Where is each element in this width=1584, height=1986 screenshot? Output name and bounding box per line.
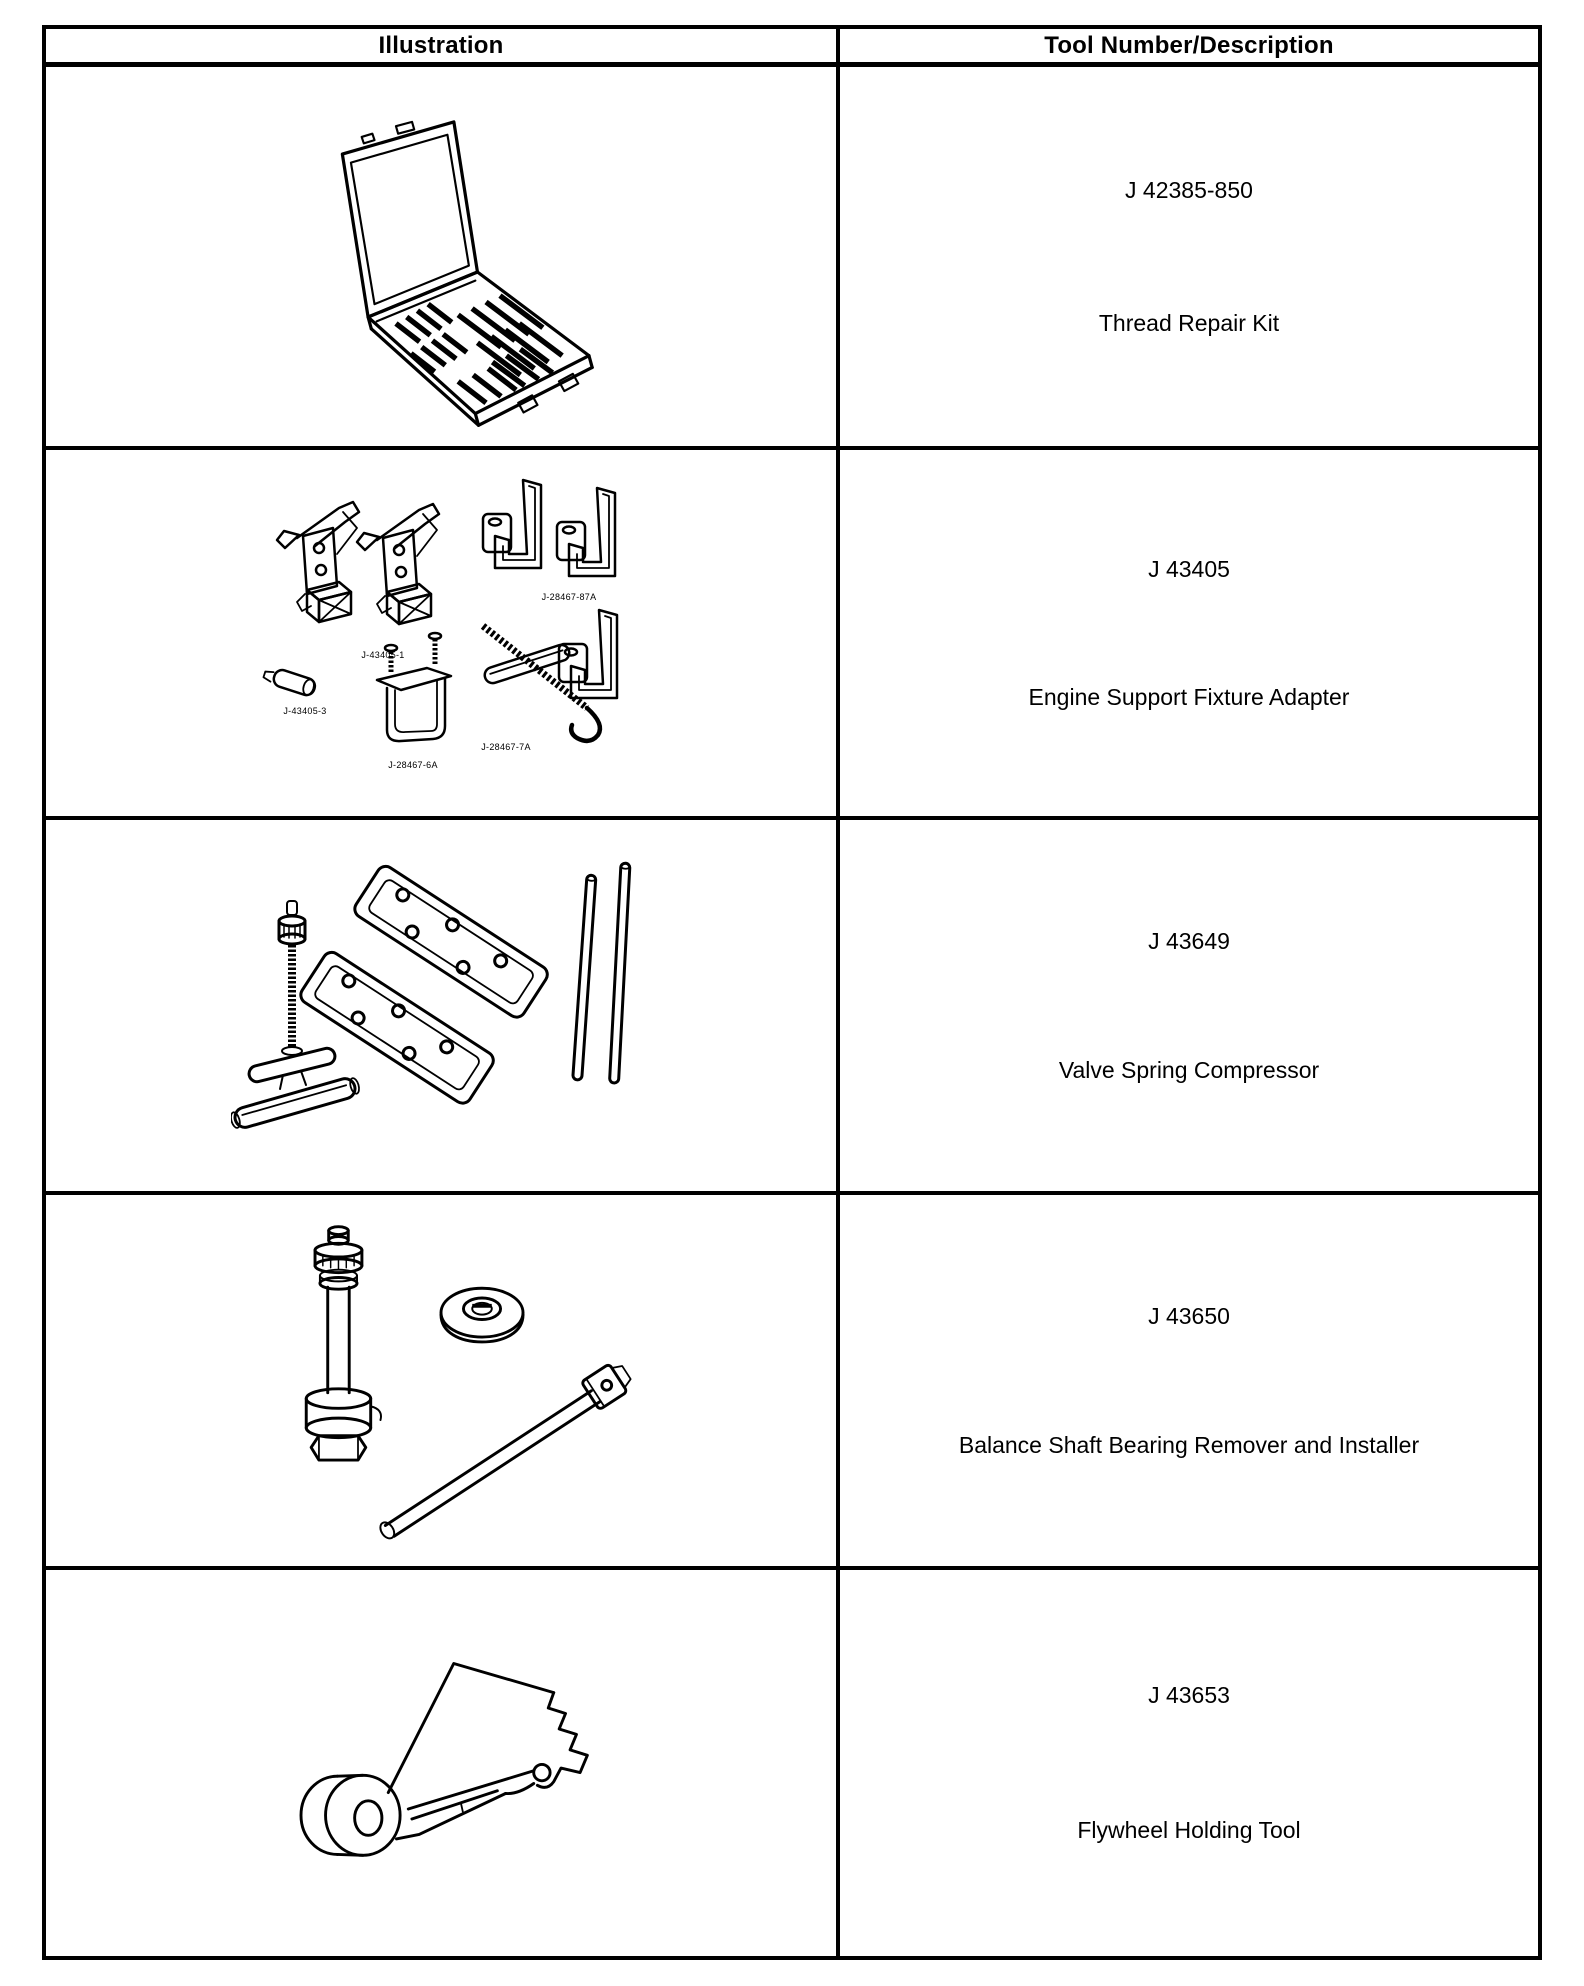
table-row-3-text-cell <box>840 820 1538 1195</box>
header-label: Tool Number/Description <box>1044 31 1334 59</box>
column-header-tool-number-description <box>840 29 1538 67</box>
tool-number: J 43653 <box>1148 1681 1230 1708</box>
tool-number: J 42385-850 <box>1125 176 1253 203</box>
tool-description: Valve Spring Compressor <box>1058 1057 1320 1084</box>
part-label: J-43405-1 <box>361 649 405 660</box>
flywheel-holding-tool-illustration <box>241 1627 641 1900</box>
valve-spring-compressor-illustration <box>231 851 651 1161</box>
table-row-2-illustration-cell <box>46 450 840 820</box>
part-label: J-28467-87A <box>541 591 597 602</box>
tool-description: Thread Repair Kit <box>1098 309 1280 336</box>
part-label: J-28467-7A <box>481 741 531 752</box>
tool-number: J 43650 <box>1148 1302 1230 1329</box>
part-label: J-28467-6A <box>388 759 438 770</box>
table-row-5-illustration-cell <box>46 1570 840 1956</box>
tool-description: Engine Support Fixture Adapter <box>1028 684 1350 711</box>
column-header-illustration <box>46 29 840 67</box>
table-row-5-text-cell <box>840 1570 1538 1956</box>
tool-number: J 43405 <box>1148 556 1230 583</box>
table-row-2-text-cell <box>840 450 1538 820</box>
tool-description: Balance Shaft Bearing Remover and Installer <box>958 1432 1420 1459</box>
part-label: J-43405-3 <box>283 705 327 716</box>
table-row-4-illustration-cell <box>46 1195 840 1570</box>
table-row-1-illustration-cell <box>46 67 840 450</box>
table-row-3-illustration-cell <box>46 820 840 1195</box>
header-label: Illustration <box>378 31 504 59</box>
table-row-1-text-cell <box>840 67 1538 450</box>
tool-description: Flywheel Holding Tool <box>1077 1817 1301 1844</box>
balance-shaft-bearing-tool-illustration <box>226 1215 656 1547</box>
engine-support-fixture-adapter-illustration <box>251 476 631 791</box>
special-tools-table <box>42 25 1542 1960</box>
table-row-4-text-cell <box>840 1195 1538 1570</box>
tool-number: J 43649 <box>1148 927 1230 954</box>
thread-repair-kit-illustration <box>248 85 634 429</box>
